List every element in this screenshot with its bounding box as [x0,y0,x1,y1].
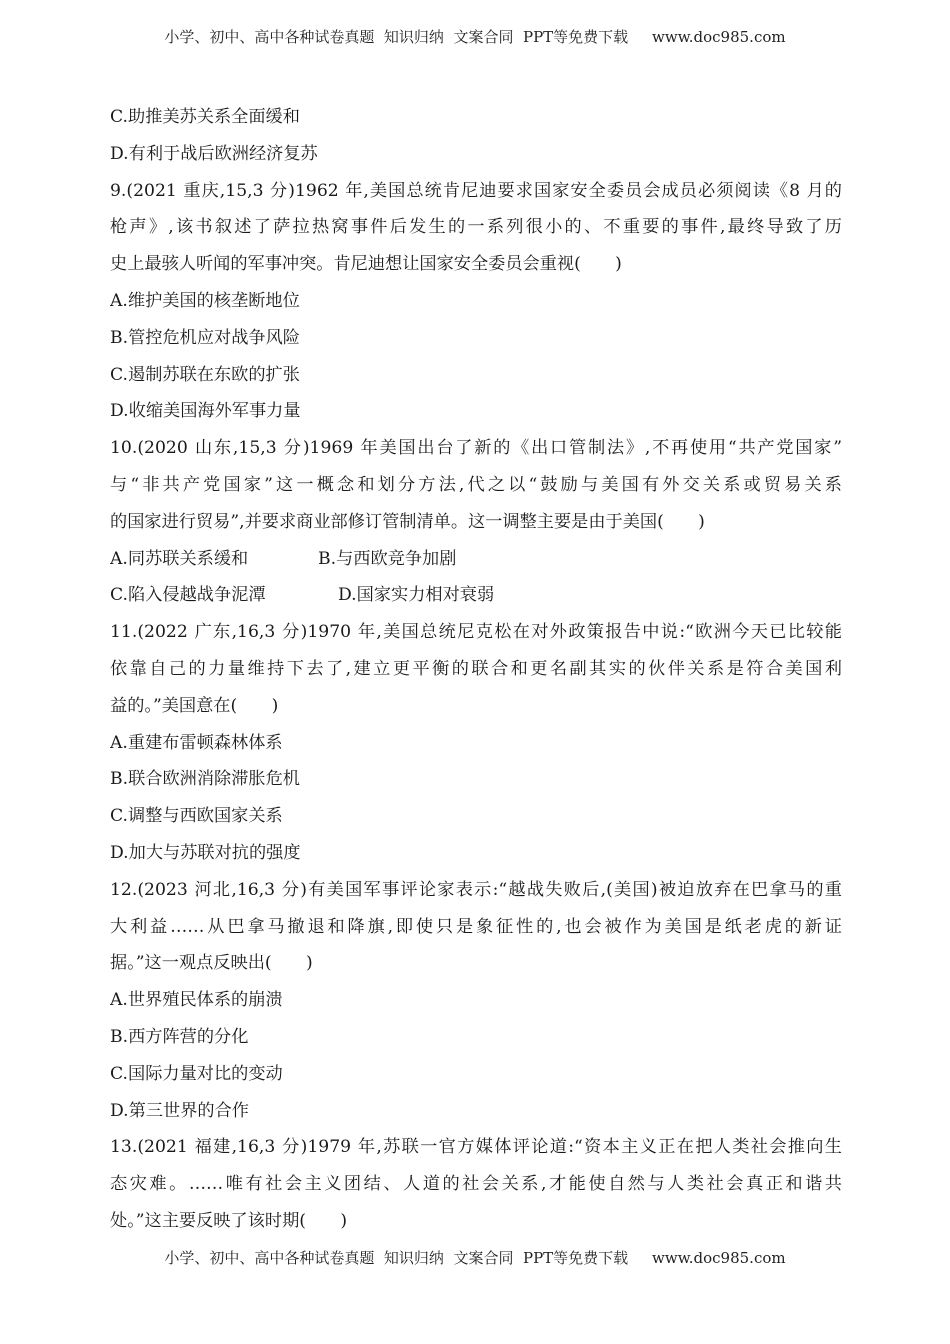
question-11 [110,614,842,872]
question-9-line-2: 枪声》,该书叙述了萨拉热窝事件后发生的一系列很小的、不重要的事件,最终导致了历 [110,217,842,238]
question-9-line-1: 9.(2021 重庆,15,3 分)1962 年,美国总统肯尼迪要求国家安全委员会成员必须阅读《8 月的 [110,180,842,201]
question-11-line-2: 依靠自己的力量维持下去了,建立更平衡的联合和更名副其实的伙伴关系是符合美国利 [110,658,842,679]
question-13-line-1: 13.(2021 福建,16,3 分)1979 年,苏联一官方媒体评论道:“资本主义正在把人类社会推向生 [110,1137,842,1158]
question-9 [110,173,842,431]
question-12-option-d: D.第三世界的合作 [110,1100,249,1121]
question-9-option-b: B.管控危机应对战争风险 [110,327,300,348]
question-12-line-1: 12.(2023 河北,16,3 分)有美国军事评论家表示:“越战失败后,(美国)被迫放弃在巴拿马的重 [110,879,842,900]
page-header: 小学、初中、高中各种试卷真题 知识归纳 文案合同 PPT等免费下载 www.doc985.com [164,28,786,46]
question-10-option-c: C.陷入侵越战争泥潭 [110,585,266,606]
question-10-options-ab [110,541,842,578]
option-d-prev: D.有利于战后欧洲经济复苏 [110,143,318,164]
question-9-line-3: 史上最骇人听闻的军事冲突。肯尼迪想让国家安全委员会重视( ) [110,254,622,275]
question-12-line-3: 据。”这一观点反映出( ) [110,953,313,974]
question-10-line-2: 与“非共产党国家”这一概念和划分方法,代之以“鼓励与美国有外交关系或贸易关系 [110,474,842,495]
question-11-option-c: C.调整与西欧国家关系 [110,806,283,827]
question-11-line-1: 11.(2022 广东,16,3 分)1970 年,美国总统尼克松在对外政策报告中说:“欧洲今天已比较能 [110,622,842,643]
question-10-options-cd [110,577,842,614]
question-9-option-a: A.维护美国的核垄断地位 [110,290,300,311]
page-footer: 小学、初中、高中各种试卷真题 知识归纳 文案合同 PPT等免费下载 www.doc985.com [164,1249,786,1267]
question-9-option-d: D.收缩美国海外军事力量 [110,401,301,422]
question-13 [110,1129,842,1239]
question-12 [110,872,842,1130]
question-12-option-a: A.世界殖民体系的崩溃 [110,990,283,1011]
question-10-option-b: B.与西欧竞争加剧 [318,548,457,569]
question-13-line-3: 处。”这主要反映了该时期( ) [110,1210,348,1231]
question-13-line-2: 态灾难。……唯有社会主义团结、人道的社会关系,才能使自然与人类社会真正和谐共 [110,1174,842,1195]
question-12-option-b: B.西方阵营的分化 [110,1026,249,1047]
question-11-option-a: A.重建布雷顿森林体系 [110,732,283,753]
question-10 [110,430,842,614]
question-12-line-2: 大利益……从巴拿马撤退和降旗,即使只是象征性的,也会被作为美国是纸老虎的新证 [110,916,842,937]
question-10-line-3: 的国家进行贸易”,并要求商业部修订管制清单。这一调整主要是由于美国( ) [110,511,705,532]
question-9-option-c: C.遏制苏联在东欧的扩张 [110,364,300,385]
question-12-option-c: C.国际力量对比的变动 [110,1063,283,1084]
question-10-option-d: D.国家实力相对衰弱 [338,585,495,606]
option-c-prev: C.助推美苏关系全面缓和 [110,107,300,127]
question-10-option-a: A.同苏联关系缓和 [110,548,249,569]
question-11-line-3: 益的。”美国意在( ) [110,695,279,716]
question-11-option-b: B.联合欧洲消除滞胀危机 [110,769,300,790]
question-11-option-d: D.加大与苏联对抗的强度 [110,842,301,863]
question-10-line-1: 10.(2020 山东,15,3 分)1969 年美国出台了新的《出口管制法》,不再使用“共产党国家” [110,438,842,459]
document-body [110,99,842,1240]
